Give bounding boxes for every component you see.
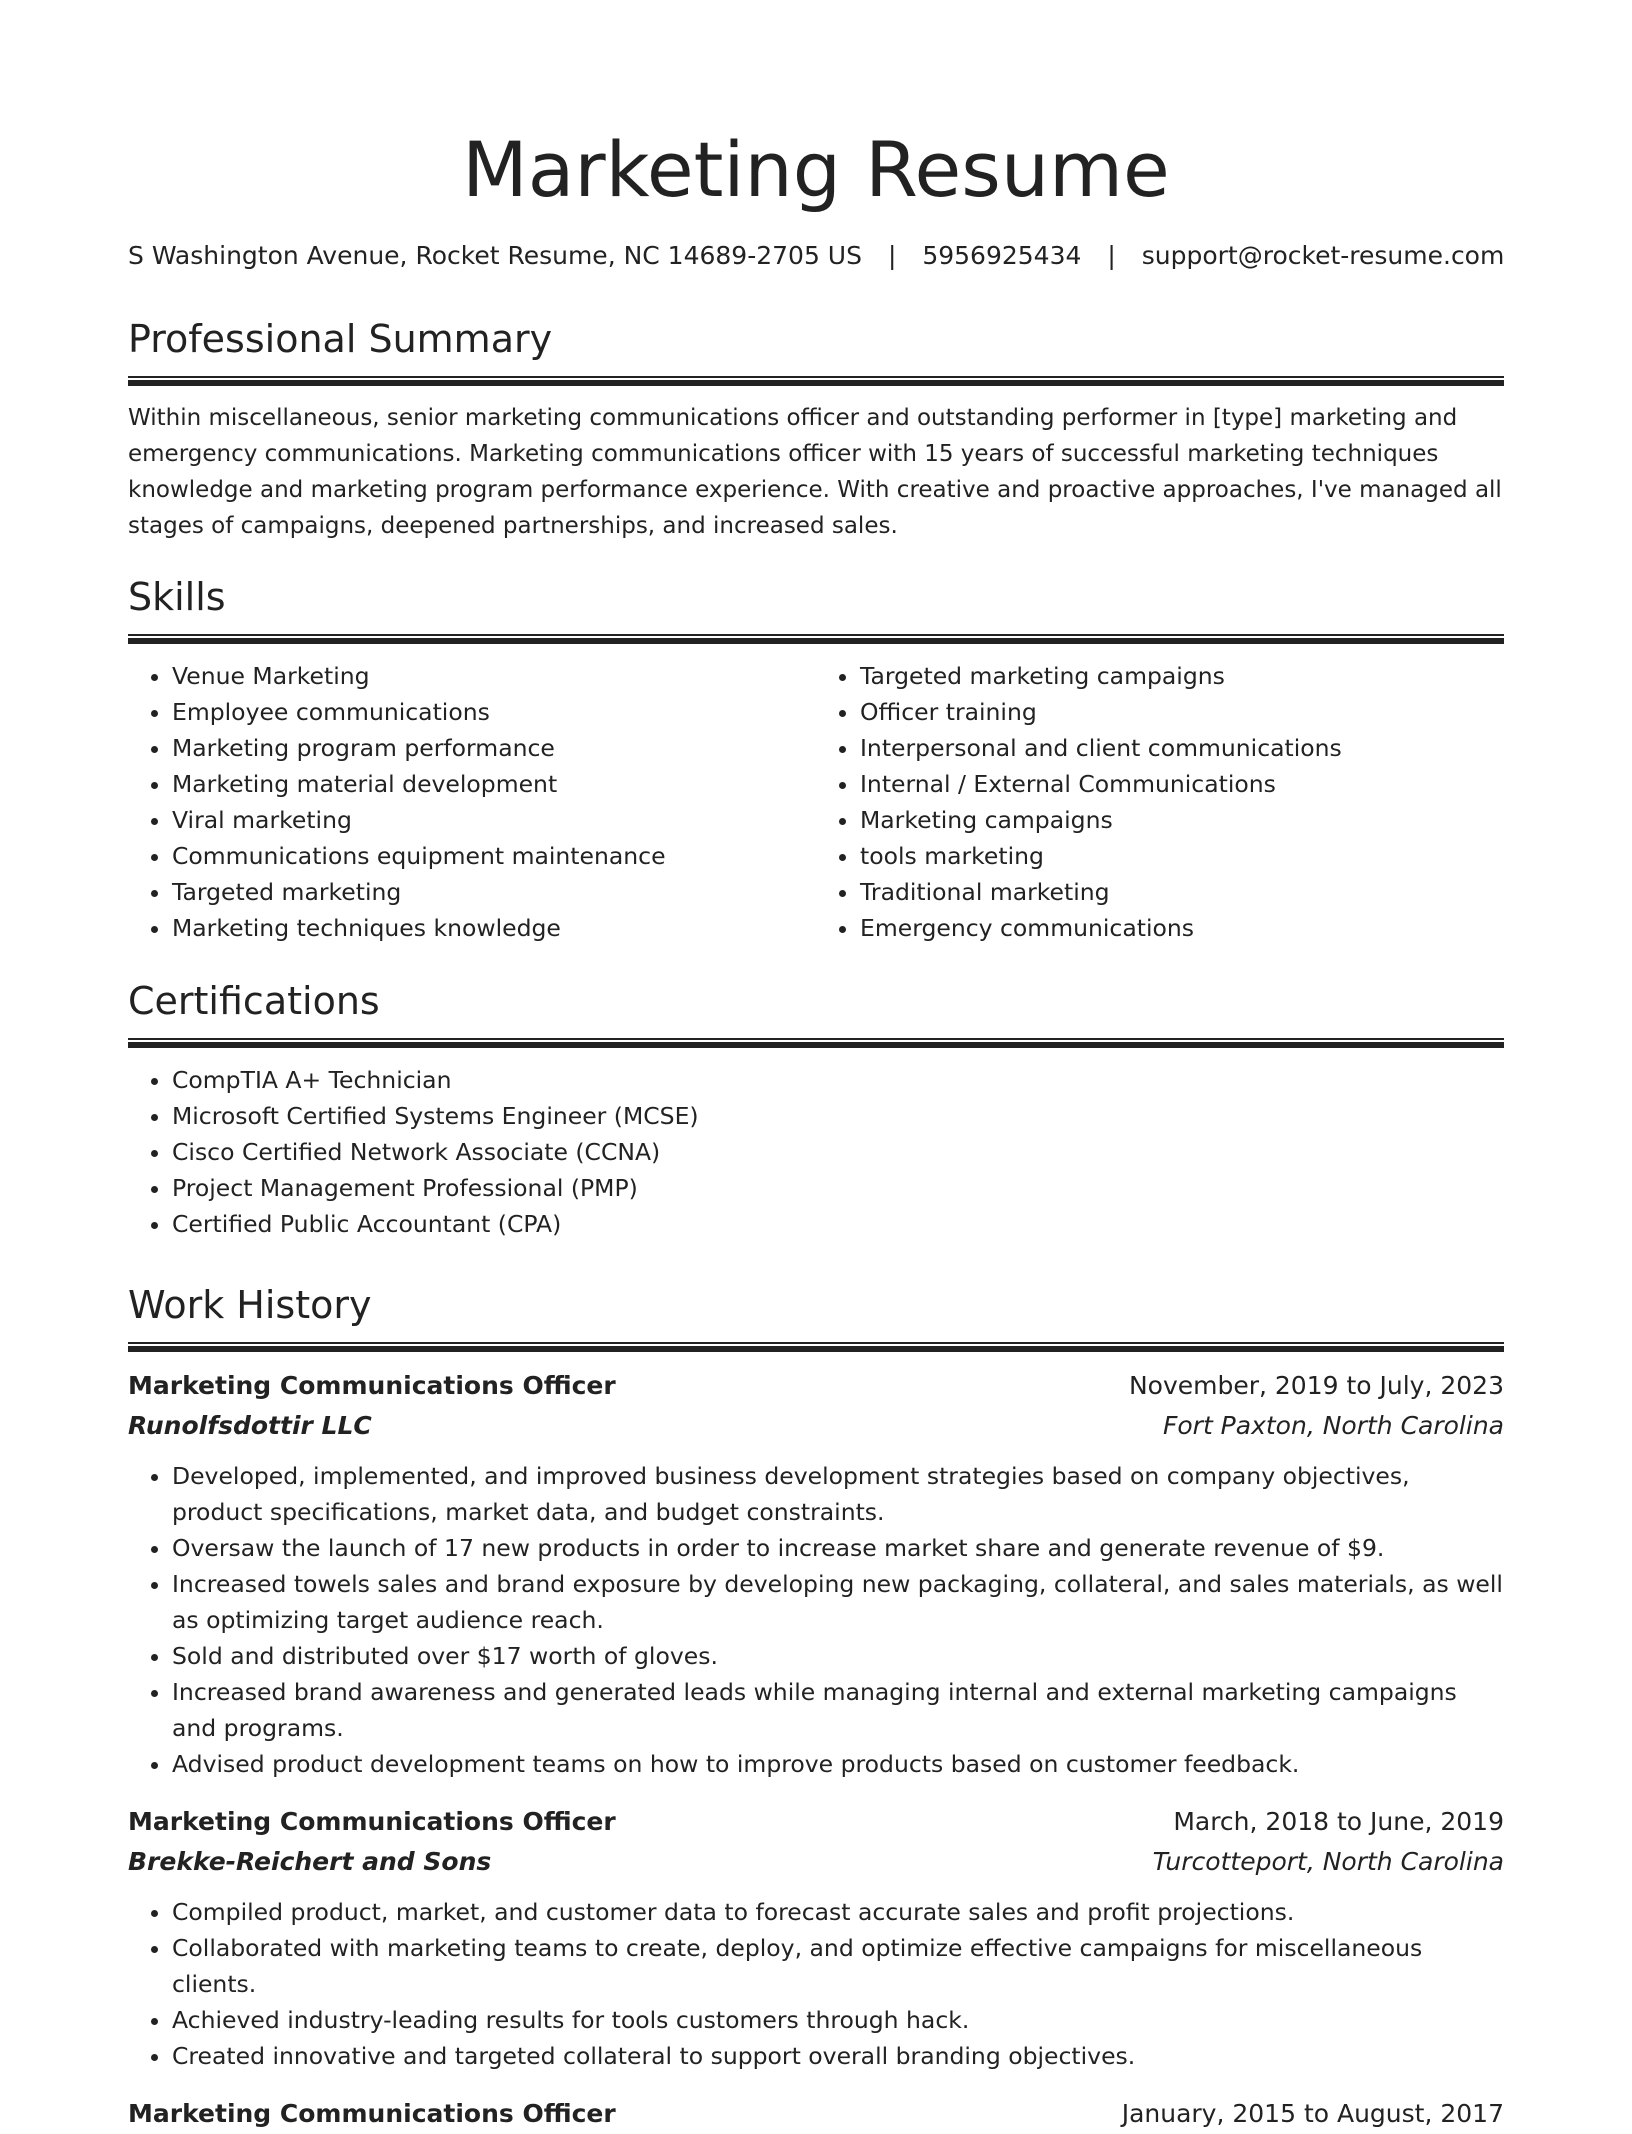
skill-item: • Marketing campaigns <box>860 802 1504 838</box>
job-bullets <box>128 1458 1504 1782</box>
skill-item: • Marketing techniques knowledge <box>172 910 816 946</box>
job-bullets <box>128 1894 1504 2074</box>
certification-item: • Cisco Certified Network Associate (CCNA) <box>172 1134 1504 1170</box>
skill-item: • Traditional marketing <box>860 874 1504 910</box>
job-entry <box>128 1802 1504 2074</box>
skill-item: • Targeted marketing campaigns <box>860 658 1504 694</box>
certification-item: • CompTIA A+ Technician <box>172 1062 1504 1098</box>
section-divider <box>128 634 1504 644</box>
job-title: Marketing Communications Officer <box>128 1371 616 1400</box>
certification-item: • Microsoft Certified Systems Engineer (MCSE) <box>172 1098 1504 1134</box>
job-bullet: • Developed, implemented, and improved business development strategies based on company objectives, product specifications, market data, and budget constraints. <box>172 1458 1504 1530</box>
skill-item: • Employee communications <box>172 694 816 730</box>
section-divider <box>128 376 1504 386</box>
skill-item: • tools marketing <box>860 838 1504 874</box>
summary-text: Within miscellaneous, senior marketing communications officer and outstanding performer in [type] marketing and emergency communications. Marketing communications officer with 15 years of successful marketing techniques knowledge and marketing program performance experience. With creative and proactive approaches, I've managed all stages of campaigns, deepened partnerships, and increased sales. <box>128 405 1502 539</box>
certification-item: • Project Management Professional (PMP) <box>172 1170 1504 1206</box>
job-dates: January, 2015 to August, 2017 <box>1121 2099 1504 2128</box>
contact-line <box>128 238 1504 274</box>
skill-item: • Communications equipment maintenance <box>172 838 816 874</box>
skill-item: • Marketing program performance <box>172 730 816 766</box>
job-subheader <box>128 1842 1504 1882</box>
skill-item: • Targeted marketing <box>172 874 816 910</box>
job-bullet: • Increased towels sales and brand exposure by developing new packaging, collateral, and sales materials, as well as optimizing target audience reach. <box>172 1566 1504 1638</box>
skill-item: • Viral marketing <box>172 802 816 838</box>
job-company: Runolfsdottir LLC <box>128 1411 372 1440</box>
certifications-list <box>128 1062 1504 1242</box>
section-title-certifications: Certifications <box>128 979 380 1023</box>
job-title: Marketing Communications Officer <box>128 1807 616 1836</box>
contact-separator: | <box>1107 241 1116 270</box>
section-title-skills: Skills <box>128 575 226 619</box>
job-header <box>128 1366 1504 1406</box>
section-divider <box>128 1342 1504 1352</box>
job-subheader <box>128 1406 1504 1446</box>
job-dates: March, 2018 to June, 2019 <box>1173 1807 1504 1836</box>
contact-separator: | <box>887 241 897 270</box>
job-dates: November, 2019 to July, 2023 <box>1128 1371 1504 1400</box>
skill-item: • Interpersonal and client communications <box>860 730 1504 766</box>
summary-section <box>128 314 1504 544</box>
section-title-work: Work History <box>128 1283 372 1327</box>
job-location: Fort Paxton, North Carolina <box>1162 1411 1504 1440</box>
job-bullet: • Advised product development teams on how to improve products based on customer feedback. <box>172 1746 1504 1782</box>
contact-phone: 5956925434 <box>922 241 1082 270</box>
skill-item: • Internal / External Communications <box>860 766 1504 802</box>
skill-item: • Officer training <box>860 694 1504 730</box>
job-header <box>128 1802 1504 1842</box>
job-header <box>128 2094 1504 2134</box>
skills-section <box>128 572 1504 946</box>
certifications-section <box>128 976 1504 1242</box>
job-bullet: • Increased brand awareness and generated leads while managing internal and external marketing campaigns and programs. <box>172 1674 1504 1746</box>
job-bullet: • Achieved industry-leading results for tools customers through hack. <box>172 2002 1504 2038</box>
skills-grid <box>128 658 1504 946</box>
skill-item: • Marketing material development <box>172 766 816 802</box>
job-location: Turcotteport, North Carolina <box>1152 1847 1504 1876</box>
skills-list-left <box>128 658 816 946</box>
work-history-section <box>128 1280 1504 2134</box>
skill-item: • Venue Marketing <box>172 658 816 694</box>
skills-list-right <box>816 658 1504 946</box>
job-entry <box>128 1366 1504 1782</box>
section-divider <box>128 1038 1504 1048</box>
job-title: Marketing Communications Officer <box>128 2099 616 2128</box>
section-title-summary: Professional Summary <box>128 317 553 361</box>
skill-item: • Emergency communications <box>860 910 1504 946</box>
job-bullet: • Collaborated with marketing teams to create, deploy, and optimize effective campaigns for miscellaneous clients. <box>172 1930 1504 2002</box>
job-bullet: • Sold and distributed over $17 worth of gloves. <box>172 1638 1504 1674</box>
resume-name: Marketing Resume <box>462 125 1170 214</box>
job-company: Brekke-Reichert and Sons <box>128 1847 492 1876</box>
job-bullet: • Compiled product, market, and customer data to forecast accurate sales and profit projections. <box>172 1894 1504 1930</box>
certification-item: • Certified Public Accountant (CPA) <box>172 1206 1504 1242</box>
job-bullet: • Oversaw the launch of 17 new products in order to increase market share and generate revenue of $9. <box>172 1530 1504 1566</box>
contact-email: support@rocket-resume.com <box>1141 241 1505 270</box>
contact-address: S Washington Avenue, Rocket Resume, NC 14689-2705 US <box>128 241 862 270</box>
job-entry <box>128 2094 1504 2134</box>
job-bullet: • Created innovative and targeted collateral to support overall branding objectives. <box>172 2038 1504 2074</box>
